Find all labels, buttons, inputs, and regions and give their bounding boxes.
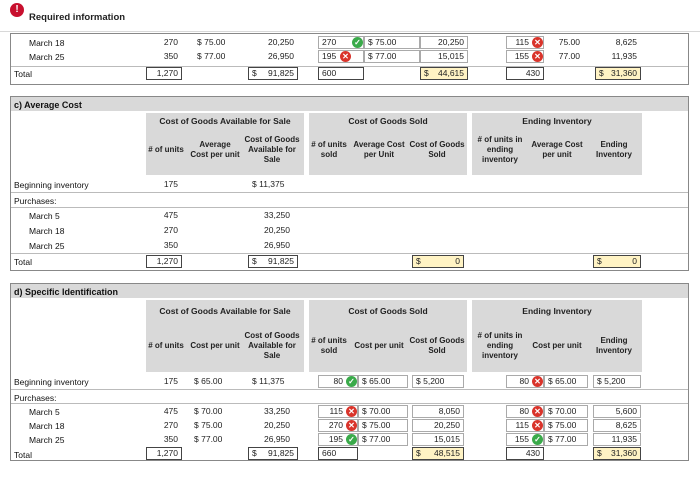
total-value: 33,250 (248, 209, 294, 222)
sold-units-input[interactable]: 270 (318, 419, 358, 432)
total-value: 20,250 (248, 224, 294, 237)
incorrect-x-icon: ✕ (346, 406, 357, 417)
end-cost-input[interactable]: $ 70.00 (544, 405, 588, 418)
cogs-input[interactable]: 20,250 (420, 36, 468, 49)
total-value: $ 91,825 (248, 67, 298, 80)
column-header: # of units in ending inventory (477, 135, 523, 164)
column-header: Ending Inventory (595, 336, 632, 355)
column-header: Cost per unit (354, 341, 404, 350)
divider (11, 207, 688, 208)
divider (11, 253, 688, 254)
row-label: Purchases: (14, 196, 57, 206)
total-value: $ 11,375 (248, 178, 298, 191)
end-inv-total: $ 31,360 (593, 447, 641, 460)
units-value: 350 (146, 433, 182, 446)
end-units-input[interactable]: 115 (506, 36, 544, 49)
row-label: Beginning inventory (14, 377, 89, 387)
group-title: Cost of Goods Available for Sale (159, 116, 291, 126)
end-units-input[interactable]: 80 (506, 375, 544, 388)
units-value: 475 (146, 405, 182, 418)
total-value: $ 91,825 (248, 447, 298, 460)
cogs-input[interactable]: 8,050 (412, 405, 464, 418)
row-label: March 25 (29, 52, 65, 62)
alert-icon: ! (10, 3, 24, 17)
sold-units-input[interactable]: 80 (318, 375, 358, 388)
row-label: March 5 (29, 211, 60, 221)
column-header: Cost per unit (532, 341, 582, 350)
end-cost-value: 77.00 (544, 50, 584, 63)
cogs-total: $ 44,615 (420, 67, 468, 80)
end-inv-total: $ 0 (593, 255, 641, 268)
end-cost-input[interactable]: $ 75.00 (544, 419, 588, 432)
column-header: Average Cost per unit (531, 140, 583, 159)
column-header: Cost per unit (190, 341, 240, 350)
end-inv-input[interactable]: 11,935 (593, 433, 641, 446)
column-header: Ending Inventory (595, 140, 632, 159)
end-inv-value: 11,935 (595, 50, 641, 63)
column-header: Average Cost per Unit (353, 140, 405, 159)
divider (11, 389, 688, 390)
incorrect-x-icon: ✕ (340, 51, 351, 62)
end-inv-input[interactable]: $ 5,200 (593, 375, 641, 388)
units-value: 270 (146, 419, 182, 432)
column-header: Cost of Goods Available for Sale (244, 331, 300, 360)
total-value: 20,250 (248, 419, 294, 432)
end-units-input[interactable]: 155 (506, 433, 544, 446)
sold-total: 660 (318, 447, 358, 460)
sold-cost-input[interactable]: $ 65.00 (358, 375, 408, 388)
column-header: # of units (148, 145, 184, 154)
cost-cell: $ 77.00 (190, 433, 240, 446)
total-value: 33,250 (248, 405, 294, 418)
column-header: Cost of Goods Available for Sale (244, 135, 300, 164)
cogs-input[interactable]: 15,015 (412, 433, 464, 446)
sold-total: 600 (318, 67, 364, 80)
cogs-total: $ 0 (412, 255, 464, 268)
incorrect-x-icon: ✕ (532, 420, 543, 431)
column-header: Cost of Goods Sold (409, 336, 465, 355)
divider (11, 403, 688, 404)
group-title: Ending Inventory (522, 306, 592, 316)
sold-units-input[interactable]: 115 (318, 405, 358, 418)
end-cost-input[interactable]: $ 77.00 (544, 433, 588, 446)
sold-cost-input[interactable]: $ 75.00 (358, 419, 408, 432)
total-value: 26,950 (248, 433, 294, 446)
cogs-input[interactable]: 15,015 (420, 50, 468, 63)
units-value: 475 (146, 209, 182, 222)
correct-check-icon: ✓ (352, 37, 363, 48)
row-label: March 5 (29, 407, 60, 417)
end-inv-input[interactable]: 5,600 (593, 405, 641, 418)
cogs-total: $ 48,515 (412, 447, 464, 460)
correct-check-icon: ✓ (532, 434, 543, 445)
incorrect-x-icon: ✕ (346, 420, 357, 431)
group-title: Cost of Goods Sold (348, 306, 428, 316)
row-label: March 18 (29, 38, 65, 48)
column-header: Cost of Goods Sold (409, 140, 465, 159)
end-units-input[interactable]: 80 (506, 405, 544, 418)
sold-units-input[interactable]: 195 (318, 50, 364, 63)
group-title: Ending Inventory (522, 116, 592, 126)
end-inv-total: $ 31,360 (595, 67, 641, 80)
cost-cell: $ 75.00 (190, 419, 240, 432)
total-value: 26,950 (248, 239, 294, 252)
sold-units-input[interactable]: 270 (318, 36, 364, 49)
end-units-input[interactable]: 115 (506, 419, 544, 432)
end-units-input[interactable]: 155 (506, 50, 544, 63)
incorrect-x-icon: ✕ (532, 37, 543, 48)
section-title: d) Specific Identification (14, 287, 119, 297)
total-value: $ 11,375 (248, 375, 298, 388)
end-cost-input[interactable]: $ 65.00 (544, 375, 588, 388)
column-header: # of units sold (311, 336, 347, 355)
row-label: Beginning inventory (14, 180, 89, 190)
section-title: c) Average Cost (14, 100, 82, 110)
units-value: 175 (146, 178, 182, 191)
total-value: 20,250 (248, 36, 298, 49)
units-value: 350 (146, 50, 182, 63)
group-title: Cost of Goods Available for Sale (159, 306, 291, 316)
cost-cell: $ 75.00 (193, 36, 249, 49)
row-label: March 25 (29, 435, 65, 445)
cost-cell: $ 65.00 (190, 375, 240, 388)
correct-check-icon: ✓ (346, 376, 357, 387)
end-units-total: 430 (506, 447, 544, 460)
incorrect-x-icon: ✕ (532, 376, 543, 387)
total-label: Total (14, 257, 32, 267)
column-header: Average Cost per unit (190, 140, 240, 159)
header-title: Required information (29, 12, 126, 23)
total-label: Total (14, 450, 32, 460)
units-value: 175 (146, 375, 182, 388)
correct-check-icon: ✓ (346, 434, 357, 445)
column-header: # of units (148, 341, 184, 350)
column-header: # of units in ending inventory (477, 331, 523, 360)
units-total: 1,270 (146, 67, 182, 80)
units-value: 270 (146, 224, 182, 237)
row-label: March 25 (29, 241, 65, 251)
cost-cell: $ 77.00 (193, 50, 249, 63)
total-value: 26,950 (248, 50, 298, 63)
column-header: # of units sold (311, 140, 347, 159)
sold-cost-input[interactable]: $ 75.00 (364, 36, 420, 49)
cogs-input[interactable]: $ 5,200 (412, 375, 464, 388)
total-value: $ 91,825 (248, 255, 298, 268)
divider (11, 192, 688, 193)
row-label: March 18 (29, 421, 65, 431)
end-inv-input[interactable]: 8,625 (593, 419, 641, 432)
required-info-header (0, 0, 700, 32)
end-units-total: 430 (506, 67, 544, 80)
incorrect-x-icon: ✕ (532, 51, 543, 62)
cost-cell: $ 70.00 (190, 405, 240, 418)
units-value: 270 (146, 36, 182, 49)
units-value: 350 (146, 239, 182, 252)
end-cost-value: 75.00 (544, 36, 584, 49)
total-label: Total (14, 69, 32, 79)
row-label: Purchases: (14, 393, 57, 403)
section-header (11, 97, 688, 111)
sold-cost-input[interactable]: $ 77.00 (364, 50, 420, 63)
row-label: March 18 (29, 226, 65, 236)
sold-units-input[interactable]: 195 (318, 433, 358, 446)
cogs-input[interactable]: 20,250 (412, 419, 464, 432)
sold-cost-input[interactable]: $ 70.00 (358, 405, 408, 418)
group-title: Cost of Goods Sold (348, 116, 428, 126)
units-total: 1,270 (146, 255, 182, 268)
end-inv-value: 8,625 (595, 36, 641, 49)
sold-cost-input[interactable]: $ 77.00 (358, 433, 408, 446)
units-total: 1,270 (146, 447, 182, 460)
incorrect-x-icon: ✕ (532, 406, 543, 417)
